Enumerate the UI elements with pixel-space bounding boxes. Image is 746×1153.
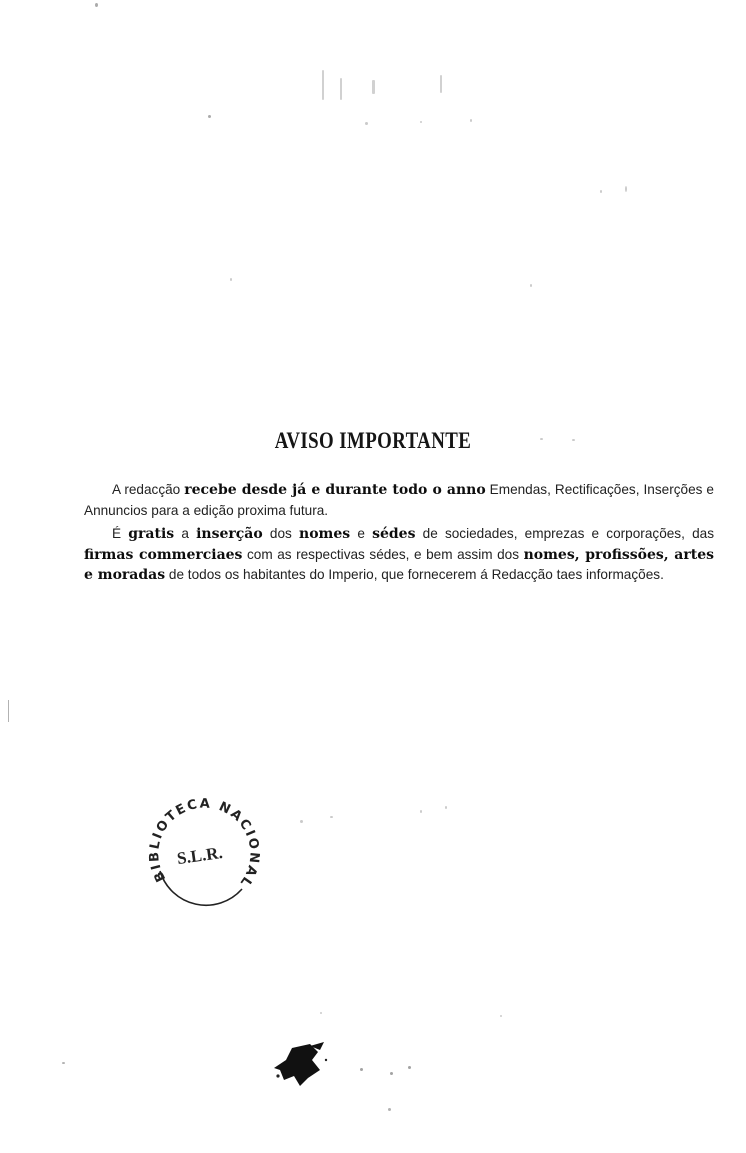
stamp-ring-text: BIBLIOTECA NACIONAL xyxy=(147,796,262,891)
ink-blot xyxy=(270,1040,340,1090)
bold-segment: recebe desde já e durante todo o anno xyxy=(184,482,486,498)
bold-segment: nomes xyxy=(299,526,351,542)
text-segment: a xyxy=(174,526,197,541)
notice-body xyxy=(84,480,714,586)
text-segment: e xyxy=(350,526,373,541)
svg-text:BIBLIOTECA NACIONAL xyxy=(147,796,262,890)
bold-segment: gratis xyxy=(128,526,175,542)
notice-paragraph-2 xyxy=(84,524,714,586)
text-segment: A redacção xyxy=(112,482,185,497)
text-segment: Emendas, Rectificações, Inserções e Annuncios para a edição proxima futura. xyxy=(84,482,714,518)
library-stamp xyxy=(138,793,262,911)
bold-segment: firmas commerciaes xyxy=(84,546,243,563)
text-segment: de todos os habitantes do Imperio, que fornecerem á Redacção taes informações. xyxy=(165,567,664,582)
bold-segment: sédes xyxy=(372,526,416,542)
text-segment: dos xyxy=(262,526,300,541)
bold-segment: inserção xyxy=(196,526,263,542)
library-stamp-seal xyxy=(138,793,262,911)
ink-blot-shape xyxy=(270,1040,340,1090)
bold-segment: nomes, profissões, artes e moradas xyxy=(84,546,714,583)
text-segment: de sociedades, emprezas e corporações, das xyxy=(415,526,714,541)
text-segment: com as respectivas sédes, e bem assim dos xyxy=(242,546,524,562)
stamp-center-text: S.L.R. xyxy=(175,842,224,869)
notice-paragraph-1 xyxy=(84,480,714,521)
text-segment: É xyxy=(112,526,129,541)
notice-heading: AVISO IMPORTANTE xyxy=(274,428,472,453)
